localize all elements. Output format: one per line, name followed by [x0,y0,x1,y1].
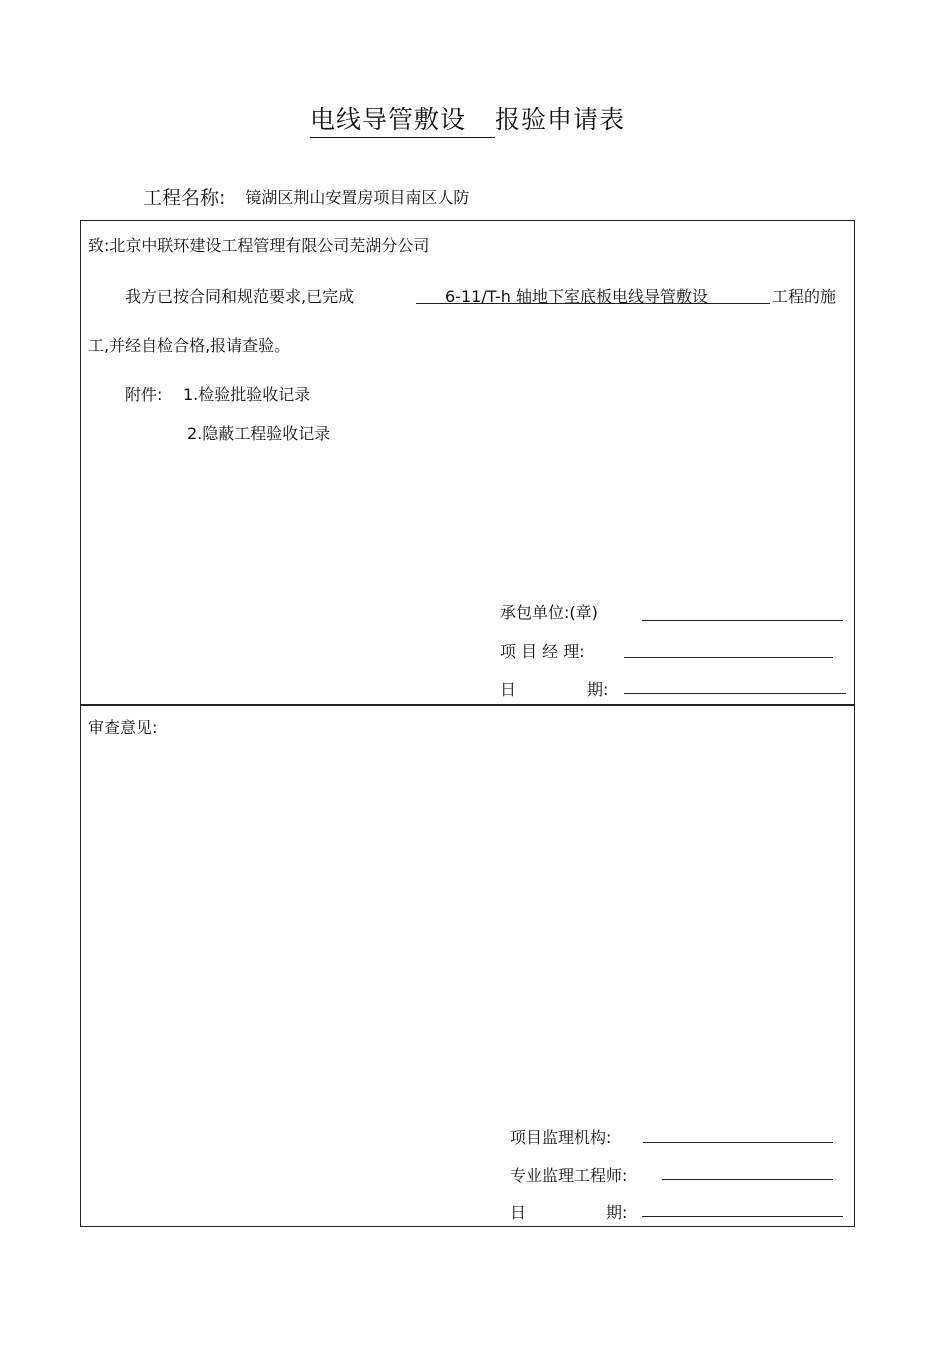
project-name-row [143,183,469,210]
manager-signature-line [624,657,833,658]
title-suffix: 报验申请表 [495,105,626,134]
attachments-label: 附件: [125,385,163,404]
body-text-start: 我方已按合同和规范要求,已完成 [125,287,355,306]
date-label-b: 期: [587,680,609,699]
engineer-signature-line [662,1179,833,1180]
work-item-value: 6-11/T-h 轴地下室底板电线导管敷设 [445,287,709,306]
supervision-org-label: 项目监理机构: [510,1128,612,1147]
supervision-org-line [643,1142,833,1143]
attachment-item: 2.隐蔽工程验收记录 [187,424,331,443]
body-text-mid: 工程的施 [772,287,837,306]
addressee: 致:北京中联环建设工程管理有限公司芜湖分公司 [88,236,430,255]
review-date-label-b: 期: [606,1203,628,1222]
project-name-label: 工程名称: [143,187,226,209]
title-underlined-part: 电线导管敷设 [310,100,495,138]
engineer-label: 专业监理工程师: [510,1166,628,1185]
project-name-value: 镜湖区荆山安置房项目南区人防 [245,188,470,207]
review-section [80,704,855,1227]
review-date-label-a: 日 [510,1203,527,1222]
page-title [310,100,625,138]
contractor-signature-line [642,620,843,621]
body-text-end: 工,并经自检合格,报请查验。 [88,336,291,355]
review-label: 审查意见: [88,718,158,737]
manager-label: 项 目 经 理: [500,642,585,661]
date-signature-line [624,693,846,694]
review-date-line [642,1216,843,1217]
date-label-a: 日 [500,680,517,699]
attachment-item: 1.检验批验收记录 [183,385,311,404]
contractor-label: 承包单位:(章) [500,603,598,622]
